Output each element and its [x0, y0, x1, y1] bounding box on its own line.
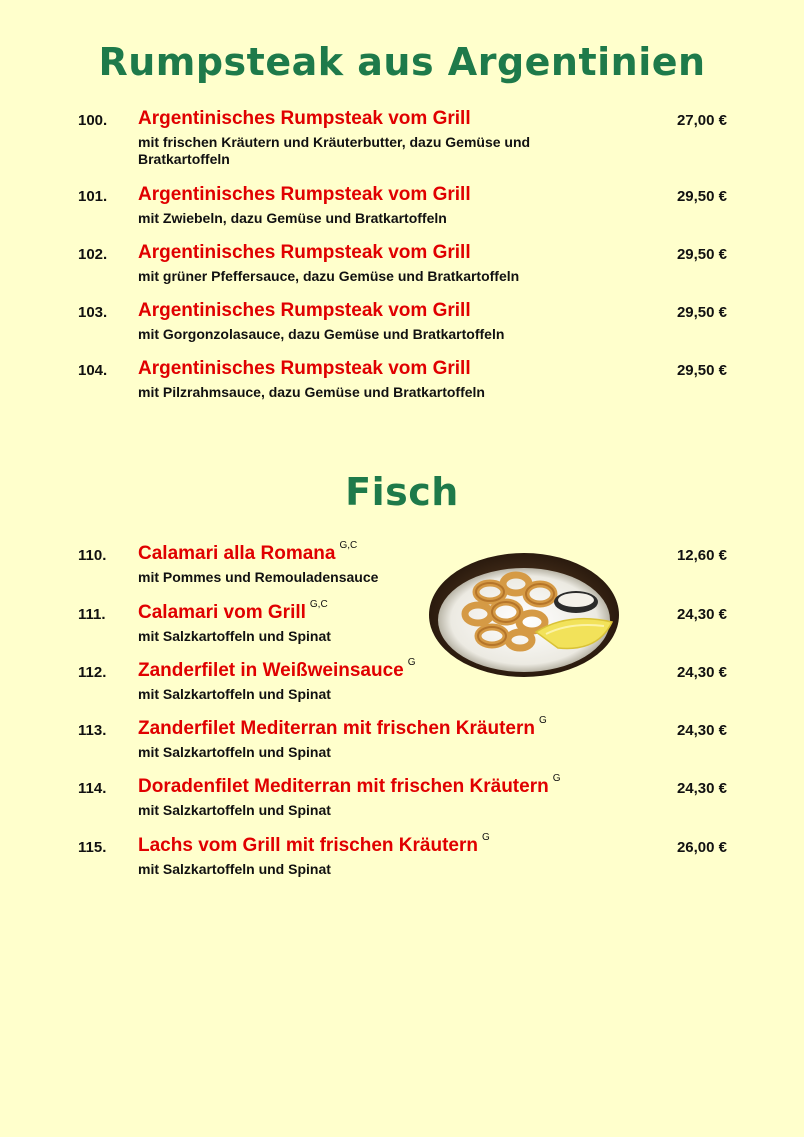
dish-description: mit Pommes und Remouladensauce	[138, 569, 379, 585]
item-number: 113.	[78, 722, 107, 739]
dish-description: mit Zwiebeln, dazu Gemüse und Bratkartoffeln	[138, 210, 447, 226]
item-number: 100.	[78, 112, 108, 129]
dish-name	[138, 831, 490, 857]
dish-name-text: Argentinisches Rumpsteak vom Grill	[138, 108, 471, 129]
dish-name	[138, 242, 471, 264]
dish-name-text: Argentinisches Rumpsteak vom Grill	[138, 358, 471, 379]
allergen-codes: G	[538, 714, 547, 726]
dish-name-text: Zanderfilet Mediterran mit frischen Kräutern	[138, 718, 535, 739]
item-number: 104.	[78, 362, 108, 379]
dish-name-text: Doradenfilet Mediterran mit frischen Kräutern	[138, 776, 549, 797]
dish-name-text: Argentinisches Rumpsteak vom Grill	[138, 184, 471, 205]
dish-name	[138, 300, 471, 322]
dish-description: mit Pilzrahmsauce, dazu Gemüse und Bratkartoffeln	[138, 384, 485, 400]
dish-price: 12,60 €	[676, 547, 727, 564]
item-number: 102.	[78, 246, 108, 263]
dish-description: mit Salzkartoffeln und Spinat	[138, 628, 331, 644]
dish-name-text: Calamari vom Grill	[138, 602, 306, 623]
fried-calamari-photo	[428, 552, 620, 678]
dish-price: 29,50 €	[676, 304, 727, 321]
dish-name	[138, 714, 547, 740]
item-number: 111.	[78, 606, 106, 623]
dish-price: 29,50 €	[676, 362, 727, 379]
dish-name	[138, 539, 358, 565]
dish-name-text: Argentinisches Rumpsteak vom Grill	[138, 300, 471, 321]
dish-name-text: Argentinisches Rumpsteak vom Grill	[138, 242, 471, 263]
dish-name	[138, 656, 416, 682]
dish-price: 26,00 €	[676, 839, 727, 856]
dish-name	[138, 772, 561, 798]
dish-description: mit Salzkartoffeln und Spinat	[138, 744, 331, 760]
item-number: 112.	[78, 664, 107, 681]
item-number: 101.	[78, 188, 108, 205]
allergen-codes: G,C	[339, 539, 358, 551]
dish-price: 29,50 €	[676, 246, 727, 263]
dish-price: 29,50 €	[676, 188, 727, 205]
dish-name	[138, 108, 471, 130]
allergen-codes: G	[552, 772, 561, 784]
dish-description: mit grüner Pfeffersauce, dazu Gemüse und Bratkartoffeln	[138, 268, 520, 284]
dish-price: 24,30 €	[676, 664, 727, 681]
dish-price: 24,30 €	[676, 780, 727, 797]
dish-name-text: Zanderfilet in Weißweinsauce	[138, 660, 404, 681]
dish-price: 27,00 €	[676, 112, 727, 129]
dish-price: 24,30 €	[676, 722, 727, 739]
item-number: 103.	[78, 304, 108, 321]
dish-name-text: Calamari alla Romana	[138, 543, 336, 564]
dish-description: mit Salzkartoffeln und Spinat	[138, 861, 331, 877]
dish-name	[138, 358, 471, 380]
section-title-fisch: Fisch	[345, 470, 459, 514]
item-number: 110.	[78, 547, 107, 564]
allergen-codes: G	[481, 831, 490, 843]
item-number: 114.	[78, 780, 107, 797]
dish-name-text: Lachs vom Grill mit frischen Kräutern	[138, 835, 478, 856]
section-title-rumpsteak: Rumpsteak aus Argentinien	[98, 40, 706, 84]
item-number: 115.	[78, 839, 107, 856]
allergen-codes: G	[407, 656, 416, 668]
dish-description: mit Gorgonzolasauce, dazu Gemüse und Bratkartoffeln	[138, 326, 505, 342]
dish-price: 24,30 €	[676, 606, 727, 623]
allergen-codes: G,C	[309, 598, 328, 610]
dish-name	[138, 598, 328, 624]
dish-description: mit frischen Kräutern und Kräuterbutter, dazu Gemüse und Bratkartoffeln	[138, 134, 531, 167]
dish-name	[138, 184, 471, 206]
dish-description: mit Salzkartoffeln und Spinat	[138, 802, 331, 818]
dish-description: mit Salzkartoffeln und Spinat	[138, 686, 331, 702]
